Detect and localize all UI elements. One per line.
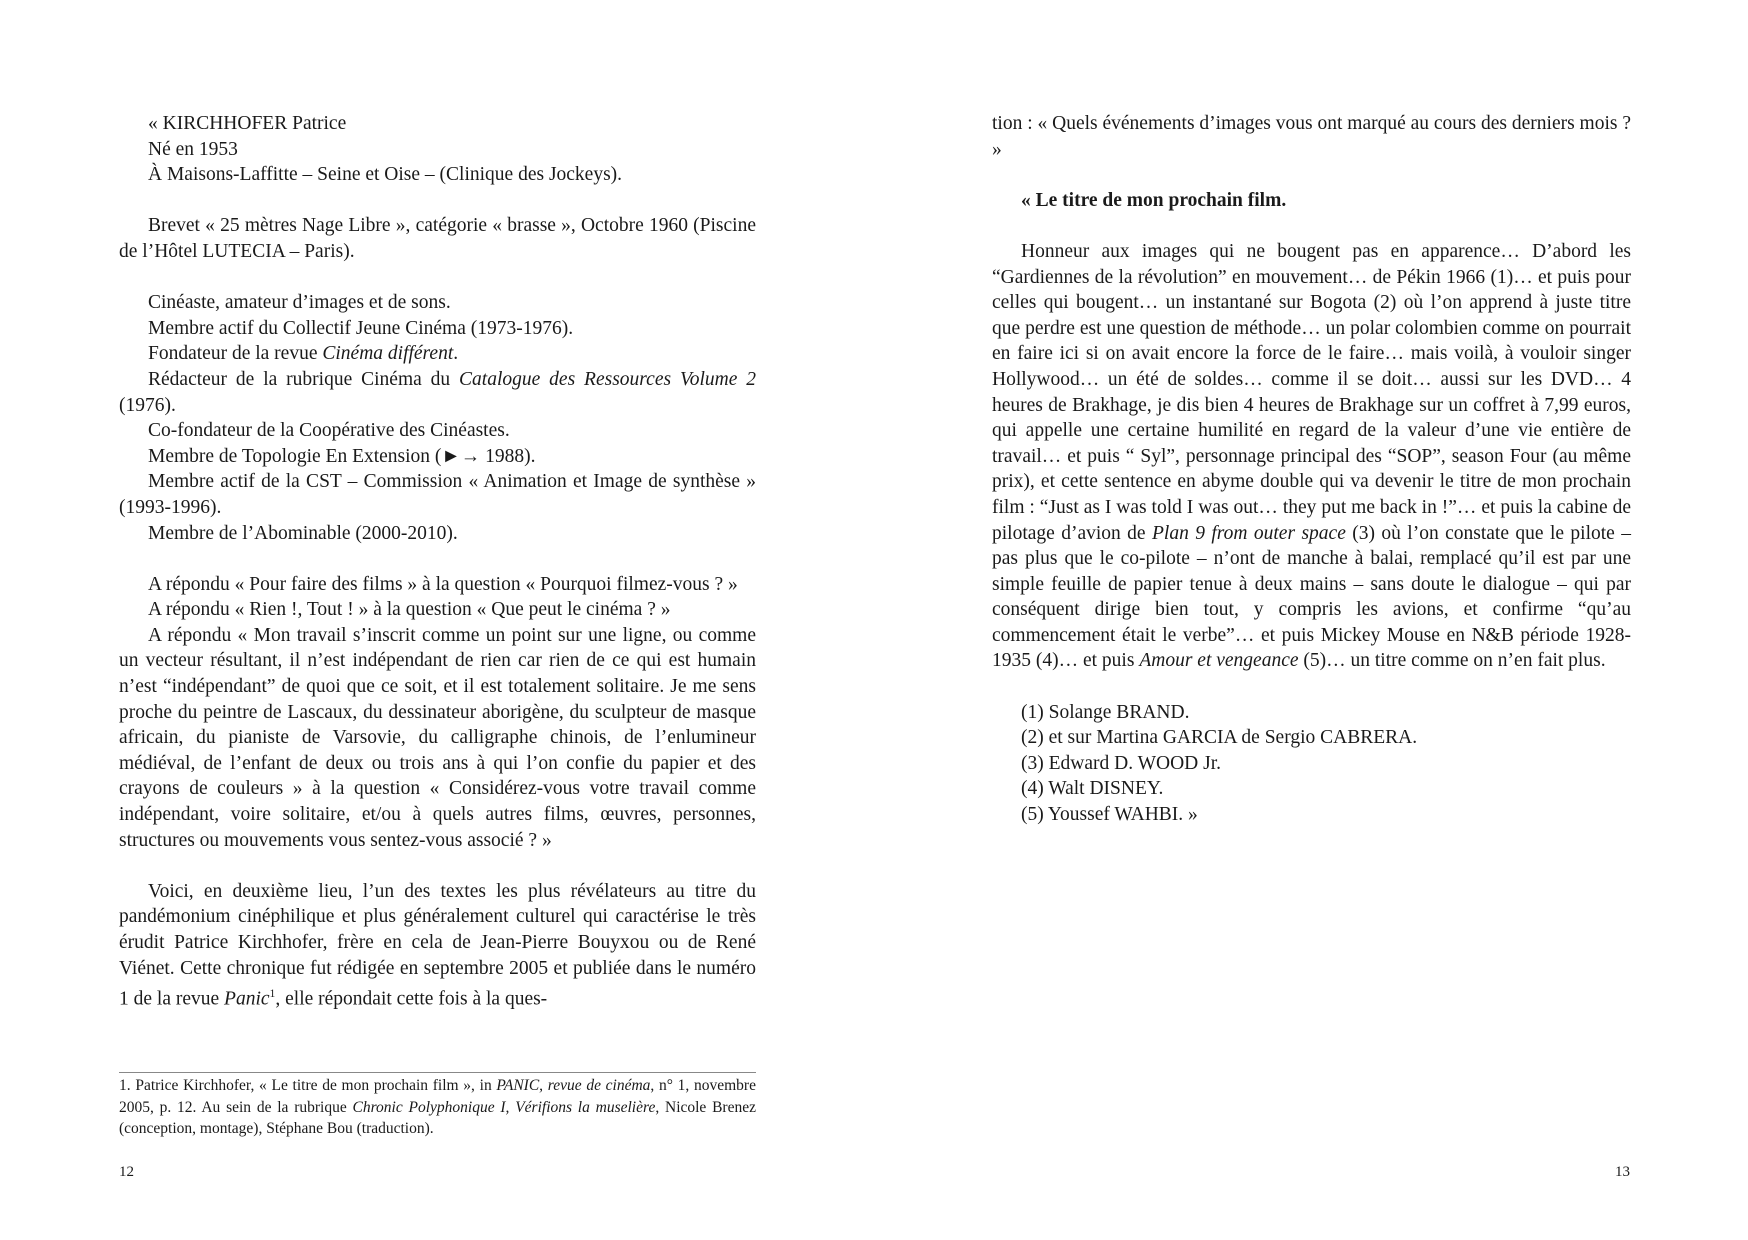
page-number-right: 13: [1615, 1164, 1630, 1180]
answers-block: [119, 572, 756, 854]
text-segment: (3) où l’on constate que le pilote – pas plus que le co-pilote – n’ont de manche à balai, remplacé qu’il est par une simple feuille de papier tenue à deux mains – sans doute le dialogue – qui par conséquent dirige bien tout, y compris les avions, et confirme “qu’au commencement était le verbe”… et puis Mickey Mouse en N&B période 1928-1935 (4)… et puis: [992, 522, 1631, 672]
footnote-ref: 1: [269, 987, 276, 1001]
answer-line: [119, 597, 756, 623]
role-line: [119, 444, 756, 470]
text-segment: , elle répondait cette fois à la ques-: [275, 988, 548, 1010]
chronicle-notes: [992, 700, 1631, 828]
continuation-paragraph: [992, 111, 1631, 162]
page-number-left: 12: [119, 1164, 134, 1180]
text-segment: Co-fondateur de la Coopérative des Cinéastes.: [148, 420, 510, 442]
italic-text: Cinéma différent: [322, 343, 454, 365]
role-line: [119, 521, 756, 547]
left-page-text: [119, 111, 756, 1038]
text-segment: Voici, en deuxième lieu, l’un des textes les plus révélateurs au titre du pandémonium cinéphilique et plus généralement culturel qui caractérise le très érudit Patrice Kirchhofer, frère en cela de Jean-Pierre Bouyxou ou de René Viénet. Cette chronique fut rédigée en septembre 2005 et publiée dans le numéro 1 de la revue: [119, 880, 756, 1010]
italic-text: Panic: [224, 988, 270, 1010]
chronicle-body: [992, 239, 1631, 674]
identity-birth-year: [119, 137, 756, 163]
role-line: [119, 469, 756, 520]
answer-line: [119, 623, 756, 853]
right-page-text: [992, 111, 1631, 853]
roles-block: [119, 290, 756, 546]
text-segment: Membre actif de la CST – Commission « Animation et Image de synthèse » (1993-1996).: [119, 471, 756, 518]
text-segment: 1. Patrice Kirchhofer, « Le titre de mon prochain film », in: [119, 1077, 497, 1094]
footnote-divider: [119, 1072, 756, 1073]
text-segment: Fondateur de la revue: [148, 343, 323, 365]
footnote: [119, 1075, 756, 1140]
chronicle-heading: « Le titre de mon prochain film.: [1021, 189, 1287, 211]
brevet-paragraph: [119, 213, 756, 264]
text-segment: Membre de Topologie En Extension (►→ 1988).: [148, 445, 536, 467]
note-line: (5) Youssef WAHBI. »: [1021, 804, 1198, 826]
text-segment: Honneur aux images qui ne bougent pas en apparence… D’abord les “Gardiennes de la révolution” en mouvement… de Pékin 1966 (1)… et puis pour celles qui bougent… un instantané sur Bogota (2) où l’on apprend à juste titre que perdre est une question de méthode… un polar colombien comme on pourrait en faire ici si on avait encore la force de le faire… mais voilà, à vouloir singer Hollywood… un été de soldes… comme il se doit… aussi sur les DVD… 4 heures de Brakhage, je dis bien 4 heures de Brakhage sur un coffret à 7,99 euros, qui appelle une certaine humilité en regard de la valeur d’une vie entière de travail… et puis “ Syl”, personnage principal des “SOP”, season Four (au même prix), et cette sentence en abyme double qui va devenir le titre de mon prochain film : “Just as I was told I was out… they put me back in !”… et puis la cabine de pilotage d’avion de: [992, 240, 1631, 544]
text-segment: Né en 1953: [148, 138, 238, 160]
italic-text: Chronic Polyphonique I, Vérifions la muselière: [352, 1098, 656, 1116]
note-line: (1) Solange BRAND.: [1021, 701, 1190, 723]
text-segment: , n° 1, novembre 2005, p. 12. Au sein de la rubrique: [119, 1077, 756, 1116]
text-segment: (5)… un titre comme on n’en fait plus.: [1298, 650, 1606, 672]
text-segment: A répondu « Mon travail s’inscrit comme un point sur une ligne, ou comme un vecteur résultant, il n’est indépendant de rien car rien de ce qui est humain n’est “indépendant” de quoi que ce soit, et il est totalement solitaire. Je me sens proche du peintre de Lascaux, du dessinateur aborigène, du sculpteur de masque africain, du pianiste de Varsovie, du calligraphe chinois, de l’enlumineur médiéval, de l’enfant de deux ou trois ans à qui l’on confie du papier et des crayons de couleurs » à la question « Considérez-vous votre travail comme indépendant, voire solitaire, et/ou à quels autres films, œuvres, personnes, structures ou mouvements vous sentez-vous associé ? »: [119, 624, 756, 851]
role-line: [119, 367, 756, 418]
text-segment: Cinéaste, amateur d’images et de sons.: [148, 292, 451, 314]
text-segment: (1976).: [119, 394, 176, 416]
role-line: [119, 290, 756, 316]
note-line: (3) Edward D. WOOD Jr.: [1021, 752, 1222, 774]
text-segment: Brevet « 25 mètres Nage Libre », catégorie « brasse », Octobre 1960 (Piscine de l’Hôtel LUTECIA – Paris).: [119, 215, 756, 262]
answer-line: [119, 572, 756, 598]
italic-text: Plan 9 from outer space: [1152, 522, 1346, 544]
text-segment: Membre actif du Collectif Jeune Cinéma (1973-1976).: [148, 317, 574, 339]
text-segment: .: [453, 343, 459, 365]
italic-text: Catalogue des Ressources Volume 2: [459, 368, 756, 390]
note-line: (2) et sur Martina GARCIA de Sergio CABRERA.: [1021, 727, 1418, 749]
text-segment: À Maisons-Laffitte – Seine et Oise – (Clinique des Jockeys).: [148, 164, 623, 186]
text-segment: tion : « Quels événements d’images vous ont marqué au cours des derniers mois ? »: [992, 113, 1632, 160]
role-line: [119, 418, 756, 444]
text-segment: Membre de l’Abominable (2000-2010).: [148, 522, 458, 544]
note-line: (4) Walt DISNEY.: [1021, 778, 1164, 800]
role-line: [119, 316, 756, 342]
text-segment: A répondu « Pour faire des films » à la question « Pourquoi filmez-vous ? »: [148, 573, 738, 595]
identity-birthplace: [119, 162, 756, 188]
identity-block: [119, 111, 756, 188]
text-segment: , Nicole Brenez (conception, montage), Stéphane Bou (traduction).: [119, 1098, 756, 1137]
text-segment: Rédacteur de la rubrique Cinéma du: [148, 368, 460, 390]
role-line: [119, 341, 756, 367]
italic-text: PANIC, revue de cinéma: [496, 1077, 651, 1094]
text-segment: A répondu « Rien !, Tout ! » à la question « Que peut le cinéma ? »: [148, 599, 671, 621]
italic-text: Amour et vengeance: [1139, 650, 1299, 672]
identity-name: [119, 111, 756, 137]
intro-paragraph: [119, 879, 756, 1012]
text-segment: « KIRCHHOFER Patrice: [148, 113, 347, 134]
